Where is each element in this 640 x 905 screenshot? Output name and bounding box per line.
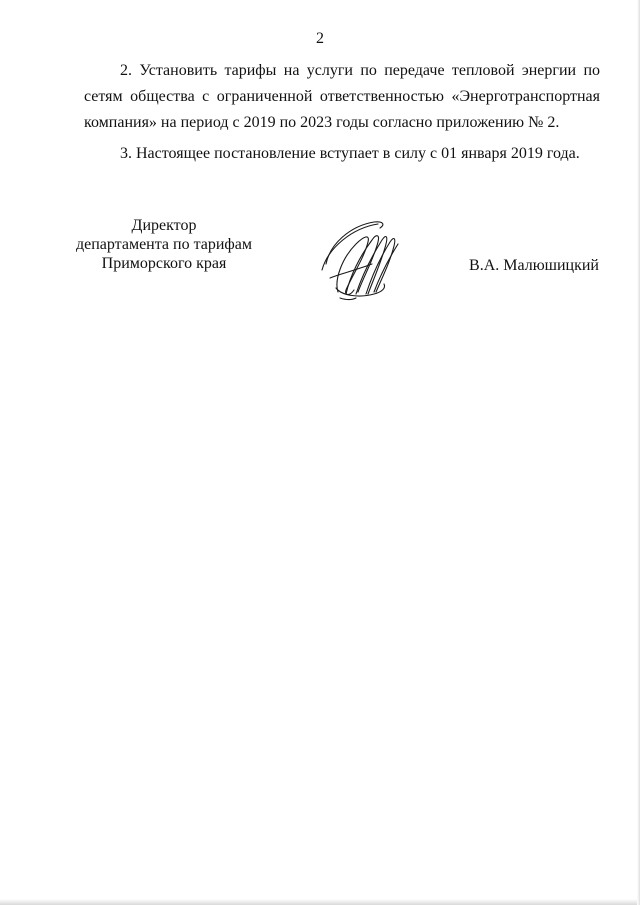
scan-edge-bottom xyxy=(0,899,640,905)
page-number: 2 xyxy=(316,30,324,47)
signatory-title-line: департамента по тарифам xyxy=(75,236,253,253)
signatory-title-line: Приморского края xyxy=(101,255,227,272)
signatory-title-line: Директор xyxy=(131,217,197,234)
signature-icon xyxy=(316,214,412,302)
paragraph-effective-date: 3. Настоящее постановление вступает в силу с 01 января 2019 года. xyxy=(120,145,580,162)
paragraph-tariffs: 2. Установить тарифы на услуги по передаче тепловой энергии по сетям общества с ограниченной ответственностью «Энерготранспортная компания» на период с 2019 по 2023 годы согласно приложению № 2. xyxy=(84,62,600,131)
signatory-name: В.А. Малюшицкий xyxy=(469,257,599,274)
document-body xyxy=(84,58,600,167)
signatory-title xyxy=(74,216,254,273)
